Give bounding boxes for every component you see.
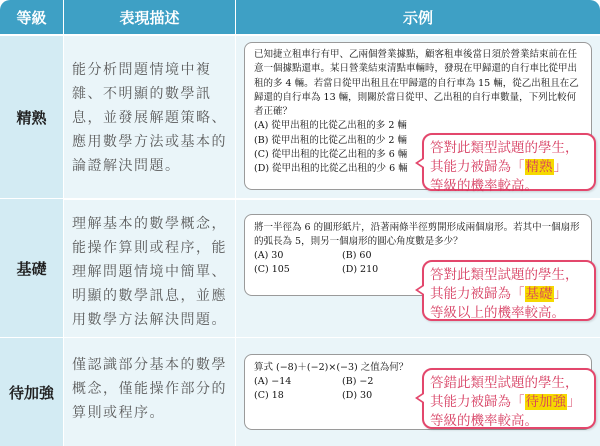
header-example: 示例: [236, 0, 600, 34]
header-description: 表現描述: [64, 0, 235, 34]
callout-text: 其能力被歸為「: [430, 286, 525, 302]
option-a: (A) −14: [254, 376, 292, 387]
level-label: 精熟: [0, 36, 63, 198]
example-cell: [236, 199, 600, 337]
callout-line-3: 等級的機率較高。: [430, 413, 538, 429]
callout-line-3: 等級的機率較高。: [430, 178, 538, 194]
example-cell: [236, 338, 600, 446]
callout-highlight: 精熟: [525, 159, 553, 175]
header-level: 等級: [0, 0, 63, 34]
option-b: (B) 從甲出租的比從乙出租的少 2 輛: [254, 134, 407, 146]
option-a: (A) 30: [254, 250, 284, 261]
option-d: (D) 30: [342, 390, 373, 401]
table-row-needs-improvement: [0, 338, 600, 446]
level-label: 待加強: [0, 338, 63, 446]
description-text: 能分析問題情境中複雜、不明顯的數學訊息，並發展解題策略、應用數學方法或基本的論證解決問題。: [72, 62, 227, 174]
callout-text: 」: [553, 159, 567, 175]
callout-bubble: [422, 368, 596, 429]
callout-bubble: [422, 260, 596, 321]
callout-text: 」: [567, 394, 581, 410]
option-b: (B) −2: [342, 376, 374, 387]
description-cell: [64, 338, 235, 446]
callout-line-2: [430, 393, 588, 412]
option-d: (D) 從甲出租的比從乙出租的少 6 輛: [254, 163, 408, 175]
callout-line-2: [430, 285, 588, 304]
callout-text: 其能力被歸為「: [430, 394, 525, 410]
option-d: (D) 210: [342, 264, 379, 275]
callout-line-3: 等級以上的機率較高。: [430, 305, 565, 321]
callout-tail: [415, 157, 424, 169]
example-cell: [236, 36, 600, 198]
table-row-basic: [0, 199, 600, 337]
callout-highlight: 基礎: [525, 286, 553, 302]
description-text: 僅認識部分基本的數學概念，僅能操作部分的算則或程序。: [72, 357, 227, 421]
callout-line-1: 答對此類型試題的學生，: [430, 267, 579, 283]
callout-tail: [415, 392, 424, 404]
option-b: (B) 60: [342, 250, 372, 261]
callout-line-1: 答對此類型試題的學生，: [430, 140, 579, 156]
option-c: (C) 18: [254, 390, 284, 401]
callout-highlight: 待加強: [525, 394, 566, 410]
question-text: 算式 (−8)＋(−2)×(−3) 之值為何？: [254, 362, 409, 373]
description-cell: [64, 36, 235, 198]
level-label: 基礎: [0, 199, 63, 337]
question-text: 已知捷立租車行有甲、乙兩個營業據點，顧客租車後當日須於營業結束前在任意一個據點還車。某日營業結束清點車輛時，發現在甲歸還的自行車比從甲出租的多 4 輛。若當日從甲出租且在甲歸還的自行車為 15 輛，從乙出租且在乙歸還的自行車為 13 輛，則關於當日從甲、乙出租的自行車數量，下列比較何者正確？: [254, 49, 579, 118]
callout-bubble: [422, 133, 596, 194]
table-row-proficient: [0, 36, 600, 198]
question-text: 將一半徑為 6 的圓形紙片，沿著兩條半徑剪開形成兩個扇形。若其中一個扇形的弧長為 5，則另一個扇形的圓心角度數是多少？: [254, 222, 580, 247]
callout-line-2: [430, 158, 588, 177]
option-c: (C) 105: [254, 264, 290, 275]
description-cell: [64, 199, 235, 337]
callout-text: 」: [553, 286, 567, 302]
description-text: 理解基本的數學概念，能操作算則或程序，能理解問題情境中簡單、明顯的數學訊息，並應用數學方法解決問題。: [72, 216, 227, 328]
option-c: (C) 從甲出租的比從乙出租的多 6 輛: [254, 149, 408, 161]
option-a: (A) 從甲出租的比從乙出租的多 2 輛: [254, 120, 407, 132]
callout-line-1: 答錯此類型試題的學生，: [430, 375, 579, 391]
callout-text: 其能力被歸為「: [430, 159, 525, 175]
callout-tail: [415, 284, 424, 296]
